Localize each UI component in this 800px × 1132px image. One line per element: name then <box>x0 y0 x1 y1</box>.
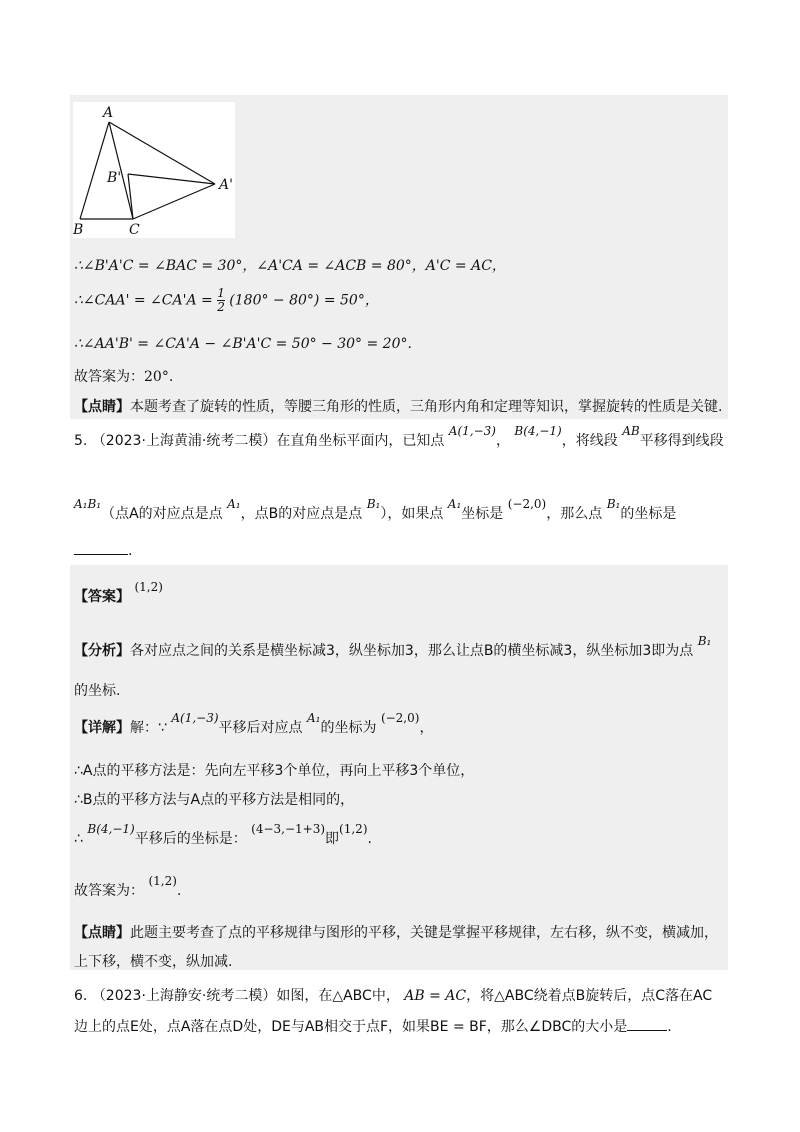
triangle-diagram <box>73 102 235 238</box>
comment-line-4 <box>74 396 722 416</box>
detail-line-2: ∴A点的平移方法是：先向左平移3个单位，再向上平移3个单位， <box>74 763 475 779</box>
rotation-figure <box>73 102 235 238</box>
point-B1: B₁ <box>366 497 381 511</box>
q6-text-3: 边上的点E处，点A落在点D处，DE与AB相交于点F，如果BE = BF，那么∠DBC的大小是 <box>74 1019 628 1035</box>
q6-equation: AB = AC <box>404 988 467 1004</box>
point-A1: A₁ <box>227 497 241 511</box>
question-5-line-1 <box>74 424 724 450</box>
q6-answer-blank <box>627 1016 667 1031</box>
q5-text-6: ），如果点 <box>380 506 444 522</box>
solution-line-2-post: (180° − 80°) = 50°， <box>229 292 379 309</box>
point-A: A(1,−3) <box>448 424 496 438</box>
detail-line-4 <box>74 822 372 848</box>
label-B-prime: B' <box>107 170 122 186</box>
detail-point-B: B(4,−1) <box>87 822 135 836</box>
detail-4-ji: 即 <box>325 831 340 847</box>
question-5-line-2 <box>74 497 677 523</box>
detail-tag: 【详解】 <box>74 720 130 736</box>
solution-line-3: ∴∠AA'B' = ∠CA'A − ∠B'A'C = 50° − 30° = 20°. <box>74 336 412 352</box>
answer-tag: 【答案】 <box>74 589 130 605</box>
final-answer-line <box>74 874 182 900</box>
analysis-line-2: 的坐标. <box>74 683 121 699</box>
fraction-den: 2 <box>217 300 225 314</box>
label-A-prime: A' <box>219 177 233 193</box>
coord-A1: (−2,0) <box>507 497 547 511</box>
edge-B1C <box>128 174 133 219</box>
edge-AB <box>80 122 109 219</box>
detail-4-end: . <box>367 831 372 847</box>
q6-text-2: ，将△ABC绕着点B旋转后，点C落在AC <box>466 988 713 1004</box>
answer-5-value: (1,2) <box>134 580 163 594</box>
edge-B1A1 <box>128 174 215 184</box>
detail-mid: 平移后对应点 <box>218 720 303 736</box>
detail-coord: (−2,0) <box>380 711 420 725</box>
analysis-tag: 【分析】 <box>74 643 130 659</box>
q5-text-4: （点A的对应点是点 <box>101 506 223 522</box>
comment-5-text-1: 此题主要考查了点的平移规律与图形的平移，关键是掌握平移规律，左右移，纵不变，横减加， <box>130 925 718 941</box>
answer-value: 20°. <box>144 369 174 385</box>
question-6-number: 6. <box>74 988 88 1004</box>
label-C: C <box>129 222 140 238</box>
label-B: B <box>73 222 84 238</box>
comment-5-tag: 【点睛】 <box>74 925 130 941</box>
q5-end: . <box>128 543 133 559</box>
solution-line-2 <box>74 287 379 314</box>
q5-text-3: 平移得到线段 <box>639 433 724 449</box>
point-B1-ref: B₁ <box>606 497 621 511</box>
analysis-line-1 <box>74 634 712 660</box>
fraction-half <box>217 287 225 314</box>
q5-sep: ， <box>495 433 510 449</box>
final-answer-value: (1,2) <box>148 874 177 888</box>
q5-text-5: ，点B的对应点是点 <box>240 506 363 522</box>
comment-5-line-1 <box>74 922 718 942</box>
detail-point-A: A(1,−3) <box>171 711 219 725</box>
comment-tag: 【点睛】 <box>74 399 130 415</box>
edge-CA1 <box>133 184 215 219</box>
question-6-line-1 <box>74 985 712 1005</box>
detail-result: (1,2) <box>339 822 368 836</box>
question-5-blank-line <box>74 540 132 559</box>
detail-4-pre: ∴ <box>74 831 83 847</box>
answer-prefix: 故答案为： <box>74 369 144 385</box>
question-6-line-2 <box>74 1016 672 1036</box>
detail-expr: (4−3,−1+3) <box>251 822 326 836</box>
comment-text: 本题考查了旋转的性质，等腰三角形的性质，三角形内角和定理等知识，掌握旋转的性质是关键. <box>130 399 723 415</box>
q6-text-1: 如图，在△ABC中， <box>276 988 400 1004</box>
point-B: B(4,−1) <box>514 424 562 438</box>
answer-5-line <box>74 580 163 606</box>
q5-text-1: 在直角坐标平面内，已知点 <box>276 433 445 449</box>
segment-AB: AB <box>622 424 640 438</box>
analysis-text-1: 各对应点之间的关系是横坐标减3，纵坐标加3，那么让点B的横坐标减3，纵坐标加3即为点 <box>130 643 694 659</box>
segment-A1B1: A₁B₁ <box>74 497 102 511</box>
detail-end: ， <box>419 720 434 736</box>
answer-blank <box>74 540 128 555</box>
edge-AA1 <box>109 122 215 184</box>
analysis-B1: B₁ <box>697 634 712 648</box>
q5-text-7: 坐标是 <box>461 506 504 522</box>
q6-end: . <box>667 1019 672 1035</box>
question-6-source: （2023·上海静安·统考二模） <box>91 988 277 1004</box>
solution-line-1: ∴∠B'A'C = ∠BAC = 30°，∠A'CA = ∠ACB = 80°，A'C = AC， <box>74 258 506 274</box>
final-answer-prefix: 故答案为： <box>74 883 144 899</box>
solution-line-2-pre: ∴∠CAA' = ∠CA'A = <box>74 292 213 309</box>
detail-line-3: ∴B点的平移方法与A点的平移方法是相同的， <box>74 792 355 808</box>
detail-line-1 <box>74 711 434 737</box>
answer-line-4 <box>74 366 173 386</box>
detail-of: 的坐标为 <box>320 720 377 736</box>
detail-pre: 解：∵ <box>130 720 167 736</box>
fraction-num: 1 <box>217 286 225 300</box>
q5-text-8: ，那么点 <box>546 506 603 522</box>
q5-text-2: ，将线段 <box>561 433 618 449</box>
comment-5-line-2: 上下移，横不变，纵加减. <box>74 954 233 970</box>
q5-text-9: 的坐标是 <box>620 506 677 522</box>
detail-4-mid: 平移后的坐标是： <box>134 831 247 847</box>
question-number: 5. <box>74 433 88 449</box>
question-source: （2023·上海黄浦·统考二模） <box>91 433 277 449</box>
label-A: A <box>103 105 114 121</box>
point-A1-ref: A₁ <box>447 497 462 511</box>
final-answer-end: . <box>176 883 182 899</box>
detail-point-A1: A₁ <box>307 711 321 725</box>
